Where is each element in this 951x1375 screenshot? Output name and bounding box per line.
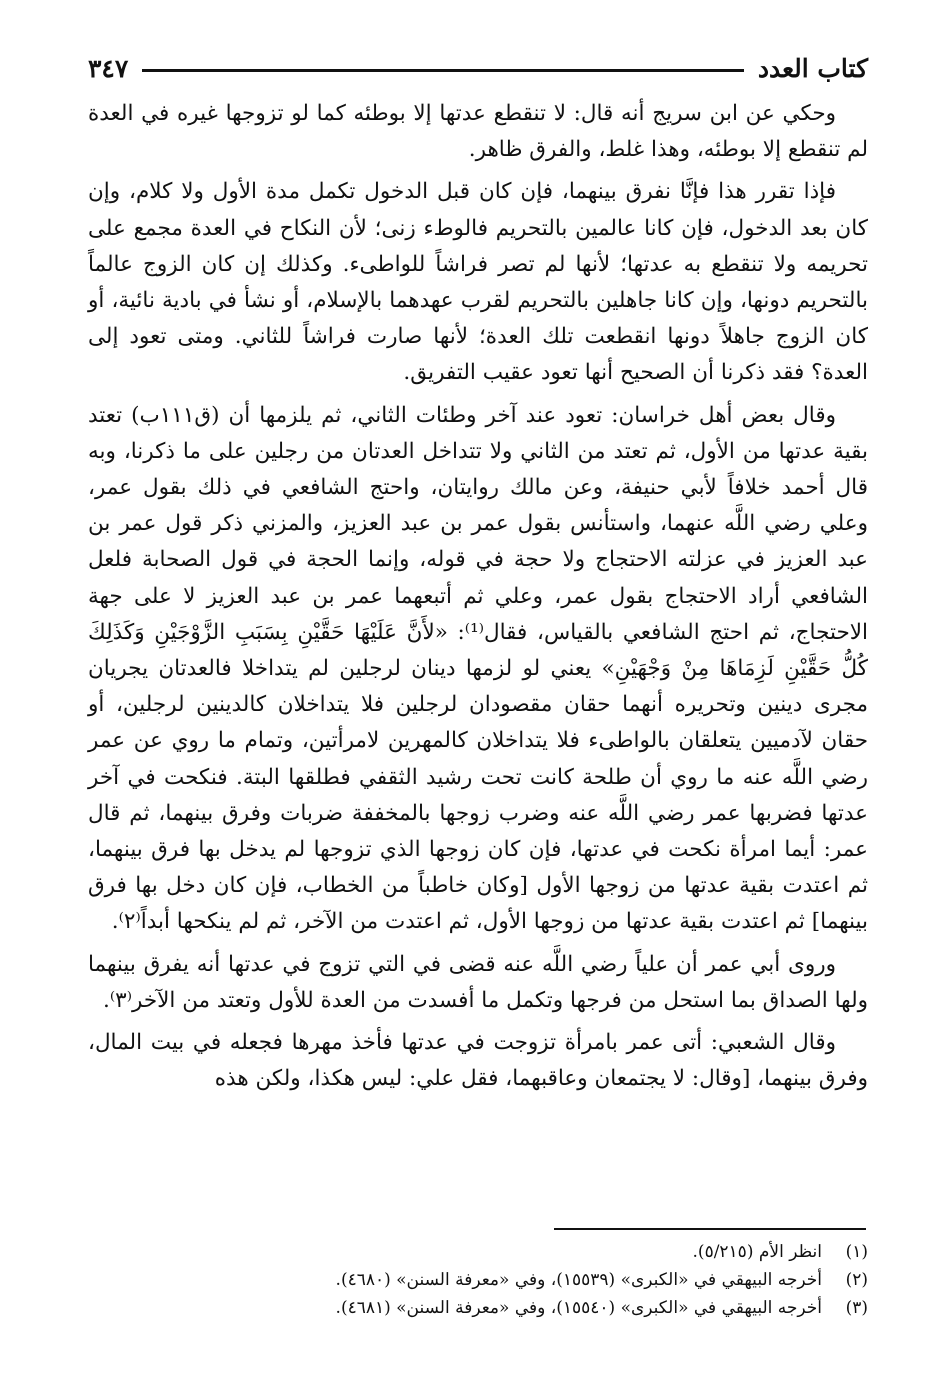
- paragraph: وروى أبي عمر أن علياً رضي اللَّه عنه قضى في التي تزوج في عدتها أنه يفرق بينهما ولها الصداق بما استحل من فرجها وتكمل ما أفسدت من العدة للأول وتعتد من الآخر⁽٣⁾.: [88, 951, 868, 1013]
- page-number: ٣٤٧: [88, 53, 129, 83]
- footnote: [88, 1266, 868, 1294]
- footnote: [88, 1238, 868, 1266]
- header-rule: [142, 69, 744, 72]
- paragraph: فإذا تقرر هذا فإنَّا نفرق بينهما، فإن كان قبل الدخول تكمل مدة الأول ولا كلام، وإن كان بعد الدخول، فإن كانا عالمين بالتحريم فالوطء زنى؛ لأن النكاح في العدة مجمع على تحريمه ولا تنقطع به عدتها؛ لأنها لم تصر فراشاً للواطىء. وكذلك إن كان الزوج عالماً بالتحريم دونها، وإن كانا جاهلين بالتحريم لقرب عهدهما بالإسلام، أو نشأ في بادية نائية، أو كان الزوج جاهلاً دونها انقطعت تلك العدة؛ لأنها صارت فراشاً للثاني. ومتى تعود إلى العدة؟ فقد ذكرنا أن الصحيح أنها تعود عقيب التفريق.: [88, 179, 868, 386]
- footnote-number: (٣): [845, 1298, 868, 1318]
- footnote-text: انظر الأم (٥/٢١٥).: [692, 1242, 822, 1262]
- footnote-text: أخرجه البيهقي في «الكبرى» (١٥٥٣٩)، وفي «معرفة السنن» (٤٦٨٠).: [335, 1270, 822, 1290]
- footnote-number: (٢): [845, 1270, 868, 1290]
- paragraph: وقال بعض أهل خراسان: تعود عند آخر وطئات الثاني، ثم يلزمها أن (ق١١١ب) تعتد بقية عدتها من الأول، ثم تعتد من الثاني ولا تتداخل العدتان من رجلين على ما ذكرنا، وبه قال أحمد خلافاً لأبي حنيفة، وعن مالك روايتان، واحتج الشافعي في ذلك بقول عمر، وعلي رضي اللَّه عنهما، واستأنس بقول عمر بن عبد العزيز، والمزني ذكر قول عمر بن عبد العزيز في عزلته الاحتجاج ولا حجة في قوله، وإنما الحجة في قول الصحابة فلعل الشافعي أراد الاحتجاج بقول عمر، وعلي ثم أتبعهما عمر بن عبد العزيز لا على جهة الاحتجاج، ثم احتج الشافعي بالقياس، فقال⁽¹⁾: «لأَنَّ عَلَيْهَا حَقَّيْنِ بِسَبَبِ الزَّوْجَيْنِ وَكَذَلِكَ كُلُّ حَقَّيْنِ لَزِمَاهَا مِنْ وَجْهَيْنِ» يعني لو لزمها دينان لرجلين لم يتداخلا فالعدتان يجريان مجرى دينين وتحريره أنهما حقان مقصودان لرجلين فلا يتداخلان كالدينين لرجلين، أو حقان لآدميين يتعلقان بالواطىء فلا يتداخلان كالمهرين لامرأتين، وتمام ما روي عن عمر رضي اللَّه عنه ما روي أن طلحة كانت تحت رشيد الثقفي فطلقها البتة. فنكحت في آخر عدتها فضربها عمر رضي اللَّه عنه وضرب زوجها بالمخففة ضربات وفرق بينهما، ثم قال عمر: أيما امرأة نكحت في عدتها، فإن كان زوجها الذي تزوجها لم يدخل بها فرق بينهما، ثم اعتدت بقية عدتها من زوجها الأول [وكان خاطباً من الخطاب، فإن كان دخل بها فرق بينهما] ثم اعتدت بقية عدتها من زوجها الأول، ثم اعتدت من الآخر، ثم لم ينكحها أبداً⁽٢⁾.: [88, 402, 868, 935]
- paragraph: وقال الشعبي: أتى عمر بامرأة تزوجت في عدتها فأخذ مهرها فجعله في بيت المال، وفرق بينهما، [وقال: لا يجتمعان وعاقبهما، فقل علي: ليس هكذا، ولكن هذه: [88, 1030, 868, 1092]
- paragraph: وحكي عن ابن سريج أنه قال: لا تنقطع عدتها إلا بوطئه كما لو تزوجها غيره في العدة لم تنقطع إلا بوطئه، وهذا غلط، والفرق ظاهر.: [88, 101, 868, 163]
- footnote-text: أخرجه البيهقي في «الكبرى» (١٥٥٤٠)، وفي «معرفة السنن» (٤٦٨١).: [335, 1298, 822, 1318]
- footnotes: [88, 1238, 868, 1322]
- footnote-number: (١): [845, 1242, 868, 1262]
- main-text: [88, 96, 868, 1097]
- running-header: [88, 48, 868, 88]
- footnote: [88, 1294, 868, 1322]
- section-title: كتاب العدد: [757, 53, 868, 83]
- footnote-rule: [554, 1228, 866, 1230]
